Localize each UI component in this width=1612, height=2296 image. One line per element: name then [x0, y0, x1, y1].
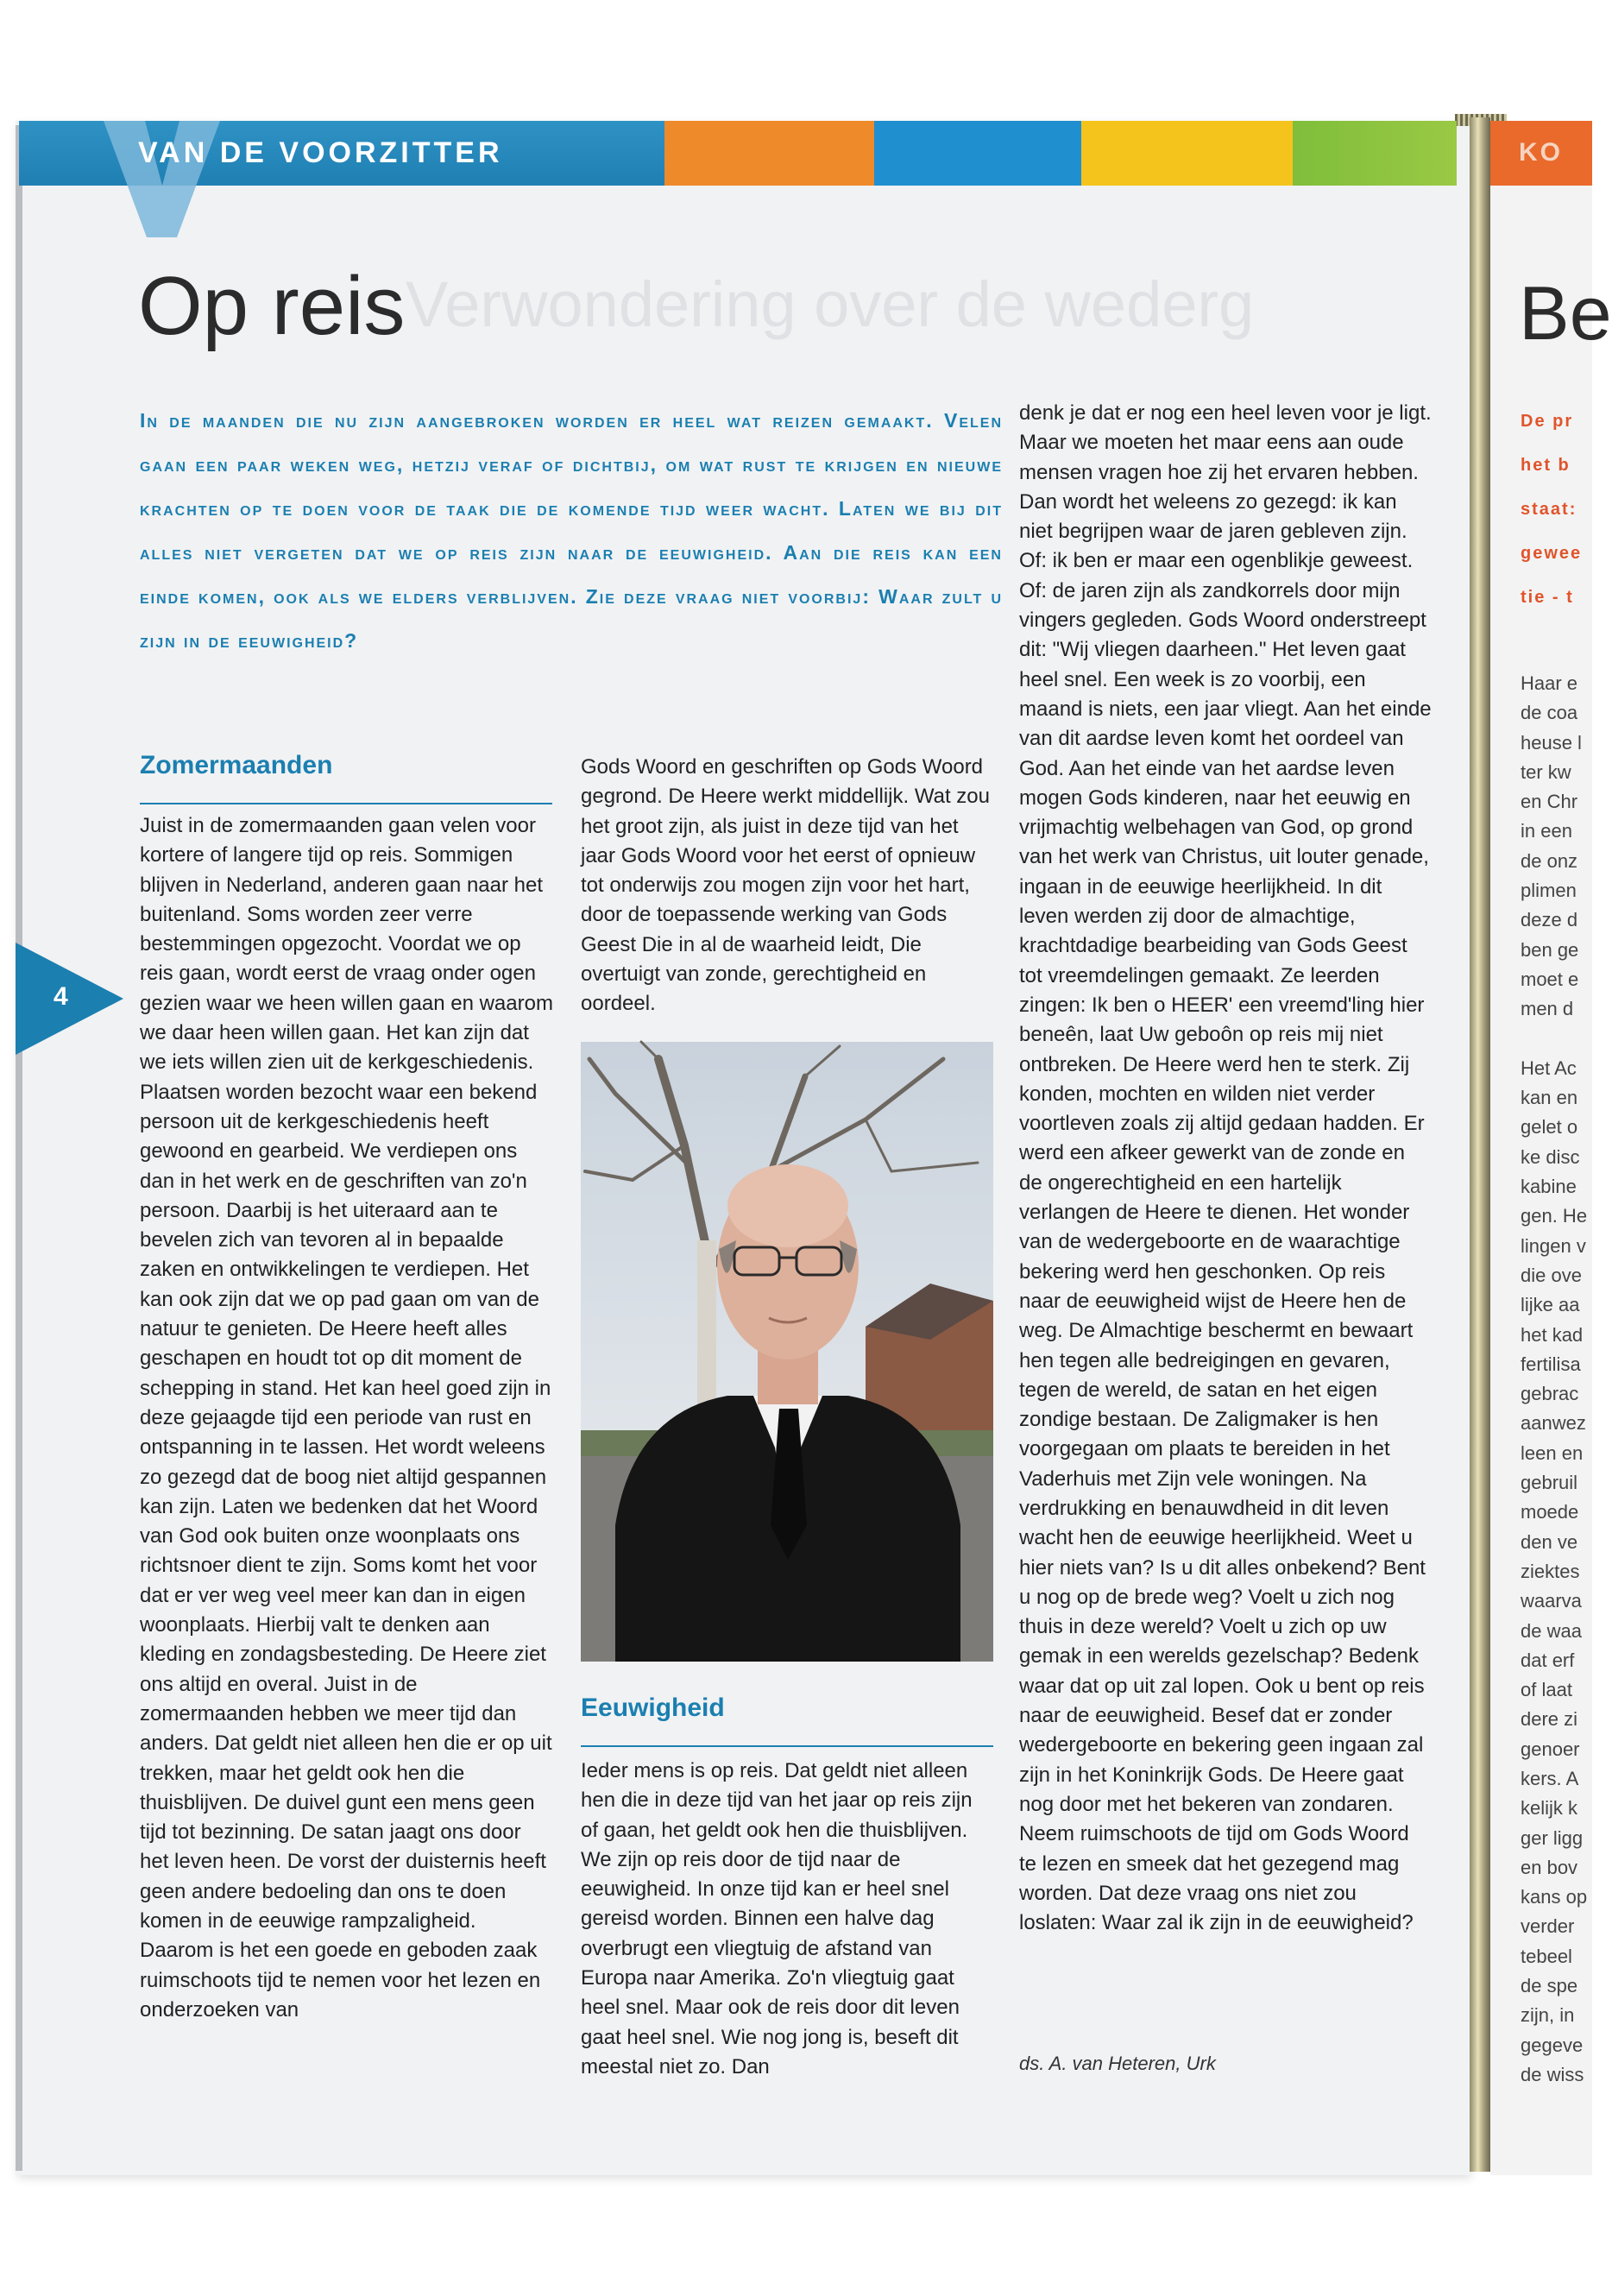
column-2b-text: Ieder mens is op reis. Dat geldt niet alleen hen die in deze tijd van het jaar op reis zijn of gaan, het geldt ook hen die thuisblijven. We zijn op reis door de tijd naar de eeuwigheid. In onze tijd kan er heel snel gereisd worden. Binnen een halve dag overbrugt een vliegtuig de afstand van Europa naar Amerika. Zo'n vliegtuig gaat heel snel. Maar ook de reis door dit leven gaat heel snel. Wie nog jong is, beseft dit meestal niet zo. Dan — [581, 1759, 973, 2078]
next-page-body-line: men d — [1521, 998, 1574, 1020]
article-intro: In de maanden die nu zijn aangebroken worden er heel wat reizen gemaakt. Velen gaan een paar weken weg, hetzij veraf of dichtbij, om wat rust te krijgen en nieuwe krachten op te doen voor de taak die de komende tijd weer wacht. Laten we bij dit alles niet vergeten dat we op reis zijn naar de eeuwigheid. Aan die reis kan een einde komen, ook als we elders verblijven. Zie deze vraag niet voorbij: Waar zult u zijn in de eeuwigheid? — [140, 409, 1003, 652]
page-spine — [1470, 117, 1490, 2172]
next-page-body-line: moede — [1521, 1501, 1579, 1523]
header-band-orange — [664, 121, 874, 186]
next-page-body-line: kelijk k — [1521, 1797, 1578, 1820]
next-page-body-line: gelet o — [1521, 1116, 1578, 1139]
next-page-body-line: Het Ac — [1521, 1057, 1577, 1079]
next-page-body-line — [1521, 1025, 1598, 1054]
column-2 — [581, 753, 993, 1019]
article-title: Op reis — [138, 260, 406, 352]
next-page-body-line: aanwez — [1521, 1412, 1586, 1435]
next-page-intro-line: staat: — [1521, 500, 1577, 519]
next-page-column — [1521, 669, 1598, 2090]
next-page-intro-line: De pr — [1521, 412, 1574, 431]
next-page-body-line: gebruil — [1521, 1472, 1578, 1494]
next-page-body-line: of laat — [1521, 1679, 1572, 1701]
next-page-body-line: Haar e — [1521, 672, 1578, 694]
author-signature: ds. A. van Heteren, Urk — [1019, 2053, 1216, 2074]
next-page-body-line: plimen — [1521, 880, 1577, 902]
next-page-body-line: in een — [1521, 820, 1572, 842]
section-heading-eeuwigheid: Eeuwigheid — [581, 1694, 725, 1722]
next-page-body-line: kan en — [1521, 1087, 1578, 1109]
column-1 — [140, 811, 554, 2025]
next-page-body-line: en bov — [1521, 1856, 1578, 1878]
heading-rule-2 — [581, 1745, 993, 1747]
column-3-text: denk je dat er nog een heel leven voor je ligt. Maar we moeten het maar eens aan oude mensen vragen hoe zij het ervaren hebben. Dan wordt het weleens zo gezegd: ik kan niet begrijpen waar de jaren gebleven zijn. Of: ik ben er maar een ogenblikje geweest. Of: de jaren zijn als zandkorrels door mijn vingers gegleden. Gods Woord onderstreept dit: "Wij vliegen daarheen." Het leven gaat heel snel. Een week is zo voorbij, een maand is niets, een jaar vliegt. Aan het einde van dit aardse leven komt het oordeel van God. Aan het einde van het aardse leven mogen Gods kinderen, naar het eeuwig en vrijmachtig welbehagen van God, op grond van het werk van Christus, uit louter genade, ingaan in de eeuwige heerlijkheid. In dit leven werden zij door de almachtige, krachtdadige bearbeiding van Gods Geest tot vreemdelingen gemaakt. Ze leerden zingen: Ik ben o HEER' een vreemd'ling hier beneên, laat Uw geboôn op reis mij niet ontbreken. De Heere werd hen te sterk. Zij konden, mochten en wilden niet verder voortleven zoals zij altijd gedaan hadden. Er werd een afkeer gewerkt van de zonde en de ongerechtigheid en een hartelijk verlangen de Heere te dienen. Het wonder van de wedergeboorte en de waarachtige bekering werd hen geschonken. Op reis naar de eeuwigheid wijst de Heere hen de weg. De Almachtige beschermt en bewaart hen tegen alle bedreigingen en gevaren, tegen de wereld, de satan en het eigen zondige bestaan. De Zaligmaker is hen voorgegaan om plaats te bereiden in het Vaderhuis met Zijn vele woningen. Na verdrukking en benauwdheid in dit leven wacht hen de eeuwige heerlijkheid. Weet u hier niets van? Is u dit alles onbekend? Bent u nog op de brede weg? Voelt u zich nog thuis in deze wereld? Voelt u zich op uw gemak in een werelds gezelschap? Bedenk waar dat op uit zal lopen. Ook u bent op reis naar de eeuwigheid. Besef dat er zonder wedergeboorte en bekering geen ingaan zal zijn in het Koninkrijk Gods. De Heere gaat nog door met het bekeren van zondaren. Neem ruimschoots de tijd om Gods Woord te lezen en smeek dat het gezegend mag worden. Dat deze vraag ons niet zou loslaten: Waar zal ik zijn in de eeuwigheid? — [1019, 401, 1432, 1935]
next-page-body-line: kans op — [1521, 1886, 1588, 1908]
column-2-text: Gods Woord en geschriften op Gods Woord gegrond. De Heere werkt middellijk. Wat zou het groot zijn, als juist in deze tijd van het jaar Gods Woord voor het eerst of opnieuw tot onderwijs zou mogen zijn voor het hart, door de toepassende werking van Gods Geest Die in al de waarheid leidt, Die overtuigt van zonde, gerechtigheid en oordeel. — [581, 755, 990, 1016]
next-page-intro — [1521, 400, 1598, 620]
next-page-body-line: dat erf — [1521, 1649, 1575, 1671]
page-edge — [16, 125, 22, 2171]
next-page-body-line: dere zi — [1521, 1708, 1578, 1731]
next-page-body-line: ke disc — [1521, 1145, 1580, 1168]
next-page-body-line: de wiss — [1521, 2063, 1584, 2085]
next-page-body-line: lijke aa — [1521, 1294, 1580, 1316]
header-band-yellow — [1081, 121, 1293, 186]
next-page-body-line: leen en — [1521, 1441, 1584, 1464]
next-page-body-line: verder — [1521, 1915, 1575, 1938]
next-page-body-line: de waa — [1521, 1619, 1582, 1642]
next-page-body-line: de onz — [1521, 849, 1578, 872]
next-page-body-line: het kad — [1521, 1323, 1584, 1346]
header-band-blue-2 — [874, 121, 1081, 186]
heading-rule — [140, 803, 552, 804]
next-page-body-line: ziektes — [1521, 1560, 1580, 1582]
next-page-body-line: gen. He — [1521, 1205, 1588, 1227]
next-page-title: Be — [1519, 270, 1612, 356]
next-page-body-line: deze d — [1521, 909, 1578, 931]
next-page-body-line: ger ligg — [1521, 1826, 1584, 1849]
next-page-body-line: waarva — [1521, 1590, 1582, 1612]
next-page-body-line: ter kw — [1521, 760, 1571, 783]
ghost-title: Verwondering over de wederg — [406, 268, 1255, 340]
next-page-body-line: moet e — [1521, 968, 1579, 990]
next-page-body-line: en Chr — [1521, 791, 1578, 813]
next-page-intro-line: het b — [1521, 456, 1571, 475]
next-page-body-line: gegeve — [1521, 2034, 1584, 2056]
next-page-body-line: lingen v — [1521, 1234, 1586, 1257]
column-2-continued — [581, 1757, 993, 2082]
next-page-body-line: die ove — [1521, 1264, 1582, 1286]
next-page-body-line: gebrac — [1521, 1383, 1579, 1405]
next-page-body-line: de coa — [1521, 702, 1578, 724]
header-band-green — [1293, 121, 1457, 186]
section-heading-zomermaanden: Zomermaanden — [140, 751, 333, 779]
next-page-body-line: fertilisa — [1521, 1353, 1581, 1375]
author-photo — [581, 1042, 993, 1662]
next-page-body-line: den ve — [1521, 1530, 1578, 1553]
page-number-tab — [16, 943, 123, 1055]
page-number: 4 — [54, 982, 68, 1011]
next-page-body-line: genoer — [1521, 1738, 1580, 1760]
next-page-body-line: ben ge — [1521, 938, 1579, 961]
next-page-body-line: tebeel — [1521, 1945, 1572, 1967]
next-page-body-line: kabine — [1521, 1176, 1577, 1198]
next-page-intro-line: gewee — [1521, 544, 1583, 563]
next-page-body-line: de spe — [1521, 1975, 1578, 1997]
column-1-text: Juist in de zomermaanden gaan velen voor kortere of langere tijd op reis. Sommigen blijven in Nederland, anderen gaan naar het buitenland. Soms worden zeer verre bestemmingen opgezocht. Voordat we op reis gaan, wordt eerst de vraag onder ogen gezien waar we heen willen gaan en waarom we daar heen willen gaan. Het kan zijn dat we iets willen zien uit de kerkgeschiedenis. Plaatsen worden bezocht waar een bekend persoon uit de kerkgeschiedenis heeft gewoond en gearbeid. We verdiepen ons dan in het werk en de geschriften van zo'n persoon. Daarbij is het uiteraard aan te bevelen zich van tevoren al in bepaalde zaken en ontwikkelingen te verdiepen. Het kan ook zijn dat we op pad gaan om van de natuur te genieten. De Heere heeft alles geschapen en houdt tot op dit moment de schepping in stand. Het kan heel goed zijn in deze gejaagde tijd een periode van rust en ontspanning in te lassen. Het wordt weleens zo gezegd dat de boog niet altijd gespannen kan zijn. Laten we bedenken dat het Woord van God ook buiten onze woonplaats ons richtsnoer dient te zijn. Soms komt het voor dat er ver weg veel meer kan dan in eigen woonplaats. Hierbij valt te denken aan kleding en zondagsbesteding. De Heere ziet ons altijd en overal. Juist in de zomermaanden hebben we meer tijd dan anders. Dat geldt niet alleen hen die er op uit trekken, maar het geldt ook hen die thuisblijven. De duivel gunt een mens geen tijd tot bezinning. De satan jaagt ons door het leven heen. De vorst der duisternis heeft geen andere bedoeling dan ons te doen komen in de eeuwige rampzaligheid. Daarom is het een goede en geboden zaak ruimschoots tijd te nemen voor het lezen en onderzoeken van — [140, 814, 553, 2022]
next-page-section-label: KO — [1519, 138, 1563, 167]
next-page-body-line: kers. A — [1521, 1767, 1579, 1789]
next-page-intro-line: tie - t — [1521, 588, 1574, 607]
next-page-body-line: zijn, in — [1521, 2004, 1575, 2027]
section-label: VAN DE VOORZITTER — [138, 136, 503, 169]
column-3 — [1019, 399, 1432, 1938]
next-page-body-line: heuse l — [1521, 731, 1582, 754]
